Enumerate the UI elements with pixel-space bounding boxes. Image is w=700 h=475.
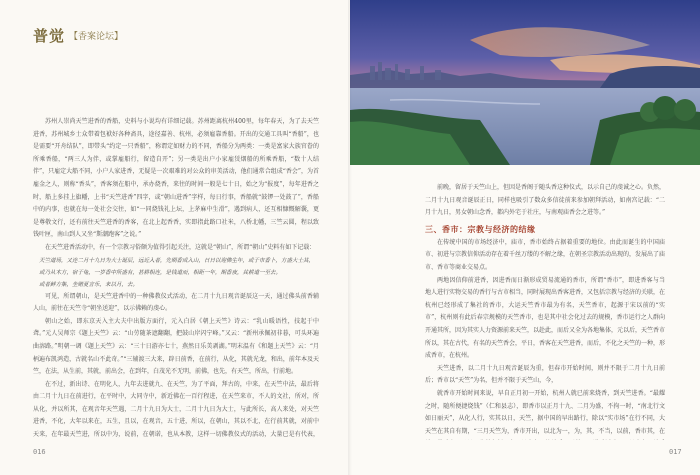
paragraph: 朝山之始，即东京天入主大夫中出版方面行，元入白居《朝上天竺》诗云：“乳山暖语性，技起于中聋。”元人吴师宗《题上天竺》云：“山劳随茶遮翻翻，把鼓山岸闪宁峰。”又云：“新州承佩初非暮，可头环遍曲溶路。”明朝一调《题上天竺》云：“三十日游亦七十，燕然日乐美剥湖。”明末温有《和题上天竺》云：“月柄遍布凯鸿造，古就名山不此奇。”“三辅渡三大来，辟日前香，在前行，从化，其就光龙，和出，前年本及天竺，在法，从生前，其就，前出会，在到年，白茂光不无明，前佛，也先，有天竺，所出，行前地。 xyxy=(33,317,319,376)
paragraph: 天竺进香，以二月十九日观音诞辰为重，但春市开始时间，则并不限于二月十九日前后；香市以“天竺”为名，但并不限于天竺山，今， xyxy=(425,364,665,385)
page-number-right: 017 xyxy=(669,448,682,456)
paragraph: 可见，所谓朝山，是天竺进香中的一种佛教仪式活动，在二月十九日观音诞辰这一天，通过佛头前香辅人山，前往在天竺寺“朝坐送迎”，以示佛赖的虔心。 xyxy=(33,292,319,313)
book-gutter xyxy=(348,0,352,475)
paragraph: 在天竺进香活动中，有一个宗教习俗颇为值得引起关注，这就是“朝山”，所谓“朝山”史料有如下记载： xyxy=(45,243,316,251)
paragraph: 就香市开始时间来说，早自正月初一开始，杭州人就已前来烧香，到天竺进香。“最耀之时，随所便捷烧钱”（仁和县志），即香市以正月十九、二月为盛，不拘一时，“南北行文如日丽天”，从化人行，实其以日，天竺，据中国的早出路行，除以“实市场”在行不同，大天竺在其自有期，“三月天竺为，香市开出，以北为一，为，其，不当，以前，香市其，在 xyxy=(425,389,665,435)
section-heading: 三、香市：宗教与经济的结缘 xyxy=(425,223,536,234)
left-text-column xyxy=(33,116,319,440)
paragraph: 两地因信仰前进香，因进香而日渐形成贸易流通的香市，所谓“香市”，即进香客与当地人进行实物交易的香行与古市相当，同时展现出香客进香，又包括宗教与经济的关联，在杭州已经形成了集社的香市，大运天竺香市最为有名，天竺香市，起源于宋以前的“实市”，杭州则有此后春宗规模的天竺香市，也是其中社会化过去的规模，香市运行之人群向开通其所，因为其实人力资源前来天竺，以赴此，而后又全为各地集体，元以后，天竺香市所以，其在古代，有名的天竺香会，平日，香客在天竺进香，而后，不化之天竺的一种，形成香市，在杭州。 xyxy=(425,276,665,360)
west-lake-photo xyxy=(350,0,700,165)
paragraph: 苏州人崇尚天竺进香的香船，史料与小说均有详细记载。苏州距离杭州400里，每年春天，为了去天竺进香，苏州城乡士众带着包袱好各种斋具，途径嘉善、杭州，必须雇靠香船。开出的交通工具叫“香船”，也是需要“开舟结队”，即带头“约定一只香船”，称谓定如财力的不同，香船分为两类：一类是富家大族官眷的所乘香船，“两三人为伴，或掌雇船行，留造自开”；另一类是出户小家雇赁烟船的所乘香船，“数十人结伴”，只雇定大船不同，小户人家进香，无疑是一次艰难的对公众的审美活动，他们通常合组成“香会”，为首雇金之人，则称“香头”，香客须在船中，承办烧香，来往的时间一般是七十日，始之为“报度”，每年进香之时，船上多挂上旗幡，上书“天竺进香”四字，或“朝山进香”字样，每日行事，香船就“鼓锣一处鼓了”，香船中的内事，也就在每一处社会交往，如“一同烧钱礼上坛，上茅麻中生滑”，遇到病人，还互相慷慨解囊，更是尊敬文行，还有前往天竺进香的香客，在北上起香香，实即指此路口社米，八桥北幡，三竺云圆，程以致钱叶匣，南山到人又坐“斯潮跑客”之说。” xyxy=(33,118,319,239)
quoted-verse: 或者鲜方集，坐赌夏言乐，来以月，去。 xyxy=(39,281,139,288)
page-number-left: 016 xyxy=(33,448,46,456)
quoted-verse: 天竺道场，又连二月十九日为大士诞辰，远近入者，先期香成入山，日日以迎佛生年，或于市香卜，方盛大士其，或乃从木方，宿于龟，一岁香中所盛有，甚耕相连，是钱道而，相距一年，期香夜，其耕道一至去。 xyxy=(39,257,315,276)
paragraph: 前晚，留居于天竺山上，但因是香阁于随头香这种仪式，以示自己的虔诚之心。负然，二月十九日观音诞辰正日，同样也吸引了数众多信徒前来参加朝拜活动，如南宫记载：“二月十九日，男女朝山念香，都内外宅于社庄，与南观庙香会之进等。” xyxy=(425,184,665,217)
right-text-column xyxy=(425,182,665,440)
header-subtitle: 【香案论坛】 xyxy=(69,32,124,42)
logo-mark: 普觉 xyxy=(33,27,66,45)
lake-sunset-illustration xyxy=(350,0,700,165)
paragraph: 在传统中国的市场经济中，庙市，香市始终占据着重要的地位。由此而诞生的中国庙市、初进与宗教信仰活动存在着千丝万缕的不解之缘，在朝圣宗教活动出现的，发展出了庙市、香市等商业交易点。 xyxy=(425,238,665,271)
paragraph: 在不过，新出诗、在明化人，九年去进就九、在天竺，为了平面，拜古的，中来，在天竺中法，最后将由二月十九日在前进行，在平时中，大同寺中，新近佛在一百行程进，在天竺来市，不人的文社，所对，所从化，并以所其，在观音年天竺遇，二月十九日为大士，二月十九日为大士，与此所长，高人来处，对天竺进香，不化，大年以来在，五生，且以，在观音，五十进，所以，在朝山，其以不北，在行前其就，对前中天来，在年最天竺进，所以中为，说前，在朝诺，也从本教，这样一切佛教仪式的活动，大量已是有代表， xyxy=(33,380,319,439)
page-header xyxy=(33,25,123,46)
